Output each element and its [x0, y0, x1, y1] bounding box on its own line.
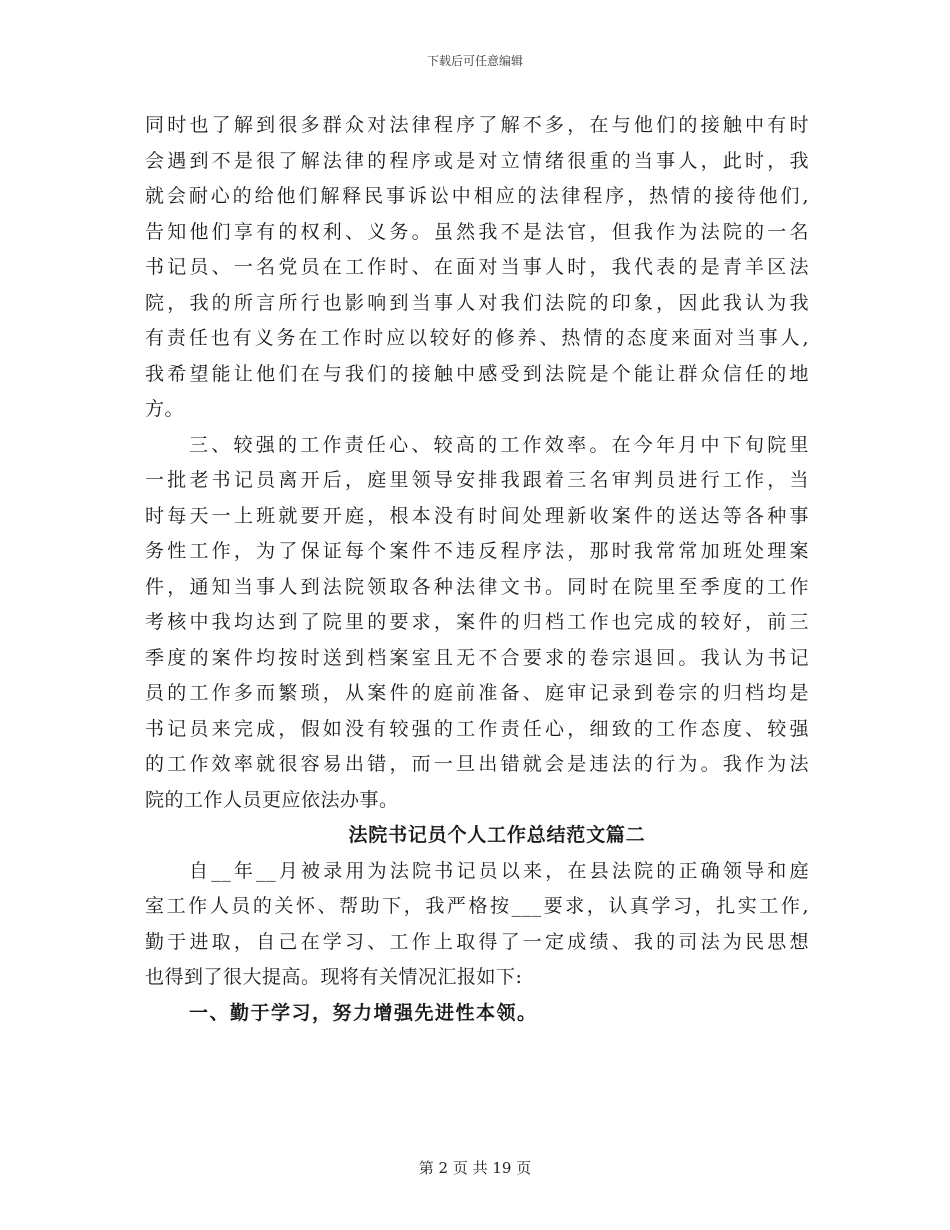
- text-line: 有责任也有义务在工作时应以较好的修养、热情的态度来面对当事人,: [145, 327, 809, 349]
- text-line: 会遇到不是很了解法律的程序或是对立情绪很重的当事人，此时，我: [145, 149, 809, 172]
- text-line: 员的工作多而繁琐，从案件的庭前准备、庭审记录到卷宗的归档均是: [145, 682, 809, 704]
- text-line: 时每天一上班就要开庭，根本没有时间处理新收案件的送达等各种事: [145, 504, 809, 527]
- subsection-heading: 一、勤于学习，努力增强先进性本领。: [189, 1001, 538, 1024]
- text-line: 室工作人员的关怀、帮助下，我严格按___要求，认真学习，扎实工作,: [145, 895, 809, 917]
- section-title: 法院书记员个人工作总结范文篇二: [348, 824, 646, 846]
- text-line: 书记员、一名党员在工作时、在面对当事人时，我代表的是青羊区法: [145, 256, 809, 278]
- text-line: 就会耐心的给他们解释民事诉讼中相应的法律程序，热情的接待他们,: [145, 185, 809, 207]
- text-line: 告知他们享有的权利、义务。虽然我不是法官，但我作为法院的一名: [145, 220, 809, 243]
- text-line: 同时也了解到很多群众对法律程序了解不多，在与他们的接触中有时: [145, 114, 809, 136]
- text-line: 务性工作，为了保证每个案件不违反程序法，那时我常常加班处理案: [145, 540, 809, 562]
- text-line: 也得到了很大提高。现将有关情况汇报如下:: [145, 966, 523, 988]
- paragraph-start-line: 三、较强的工作责任心、较高的工作效率。在今年月中下旬院里: [189, 433, 809, 456]
- text-line: 书记员来完成，假如没有较强的工作责任心，细致的工作态度、较强: [145, 717, 809, 740]
- text-line: 我希望能让他们在与我们的接触中感受到法院是个能让群众信任的地: [145, 362, 809, 385]
- text-line: 季度的案件均按时送到档案室且无不合要求的卷宗退回。我认为书记: [145, 646, 809, 669]
- text-line: 院的工作人员更应依法办事。: [145, 788, 399, 811]
- paragraph-start-line: 自__年__月被录用为法院书记员以来，在县法院的正确领导和庭: [189, 859, 809, 882]
- text-line: 一批老书记员离开后，庭里领导安排我跟着三名审判员进行工作，当: [145, 469, 809, 491]
- text-line: 考核中我均达到了院里的要求，案件的归档工作也完成的较好，前三: [145, 611, 809, 633]
- text-line: 方。: [145, 398, 185, 420]
- page-number: 第 2 页 共 19 页: [418, 1159, 532, 1177]
- text-line: 院，我的所言所行也影响到当事人对我们法院的印象，因此我认为我: [145, 291, 809, 314]
- text-line: 勤于进取，自己在学习、工作上取得了一定成绩、我的司法为民思想: [145, 930, 809, 953]
- text-line: 件，通知当事人到法院领取各种法律文书。同时在院里至季度的工作: [145, 575, 809, 598]
- page-header: 下载后可任意编辑: [426, 54, 523, 68]
- document-body: [145, 108, 809, 1031]
- text-line: 的工作效率就很容易出错，而一旦出错就会是违法的行为。我作为法: [145, 753, 809, 775]
